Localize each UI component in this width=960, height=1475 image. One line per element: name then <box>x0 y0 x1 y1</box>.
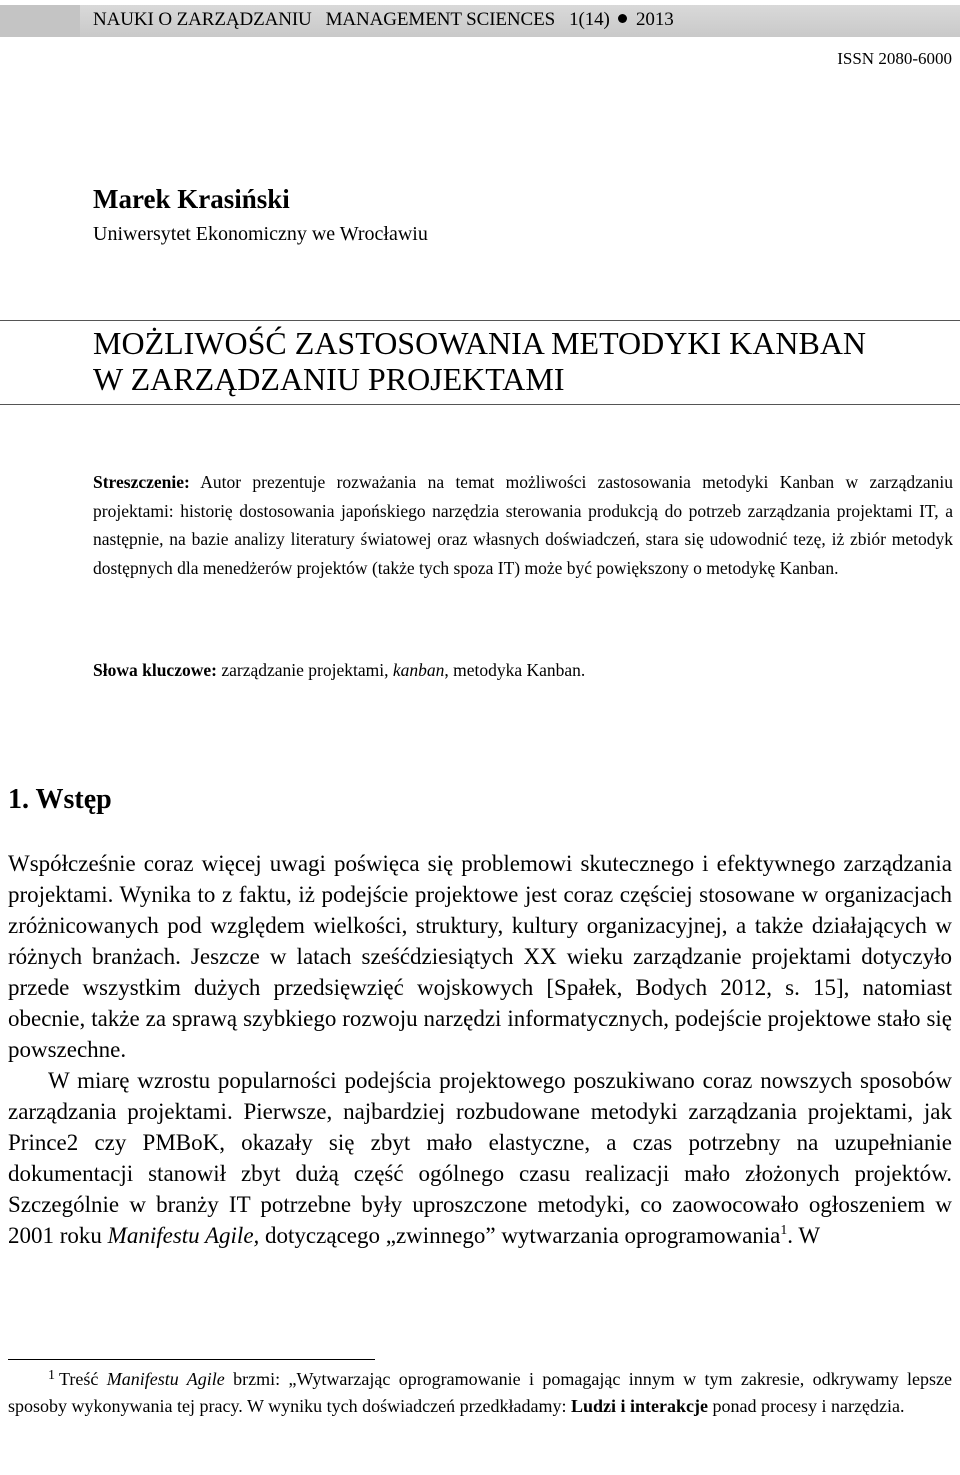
title-line-2: W ZARZĄDZANIU PROJEKTAMI <box>93 361 565 397</box>
keywords-part-2: , metodyka Kanban. <box>444 660 586 680</box>
title-top-rule <box>0 320 960 321</box>
author-affiliation: Uniwersytet Ekonomiczny we Wrocławiu <box>93 223 428 245</box>
keywords-label: Słowa kluczowe: <box>93 660 217 680</box>
keywords-part-1: zarządzanie projektami, <box>221 660 389 680</box>
footnote-c: ponad procesy i narzędzia. <box>712 1396 905 1416</box>
footnote-ref[interactable]: 1 <box>780 1222 788 1237</box>
footnote-italic: Manifestu Agile <box>106 1369 225 1389</box>
journal-issue: 1(14) <box>569 9 610 30</box>
journal-header <box>93 9 674 31</box>
issn: ISSN 2080-6000 <box>837 49 952 68</box>
paragraph-2-b: dotyczącego „zwinnego” wytwarzania oprogramowania <box>265 1223 781 1248</box>
footnote <box>8 1362 952 1420</box>
footnote-a: Treść <box>59 1369 99 1389</box>
title-line-1: MOŻLIWOŚĆ ZASTOSOWANIA METODYKI KANBAN <box>93 325 867 361</box>
footnote-b: brzmi: „Wytwarzając oprogramowanie i pomagając innym w tym zakresie, odkrywamy lepsze sposoby wykonywania tej pracy. W wyniku tych doświadczeń przedkładamy: <box>8 1369 952 1416</box>
title-bottom-rule <box>0 404 960 405</box>
paragraph-2-italic: Manifestu Agile, <box>107 1223 260 1248</box>
paragraph-1: Współcześnie coraz więcej uwagi poświęca się problemowi skutecznego i efektywnego zarządzania projektami. Wynika to z faktu, iż podejście projektowe jest coraz częściej stosowane w organizacjach zróżnicowanych pod względem wielkości, struktury, kultury organizacyjnej, a także działających w różnych branżach. Jeszcze w latach sześćdziesiątych XX wieku zarządzanie projektami dotyczyło przede wszystkim dużych przedsięwzięć wojskowych [Spałek, Bodych 2012, s. 15], natomiast obecnie, także za sprawą szybkiego rozwoju narzędzi informatycznych, podejście projektowe stało się powszechne. <box>8 851 952 1062</box>
author-name: Marek Krasiński <box>93 184 290 214</box>
footnote-bold: Ludzi i interakcje <box>571 1396 709 1416</box>
abstract-label: Streszczenie: <box>93 472 190 492</box>
paragraph-2-c: . W <box>787 1223 821 1248</box>
header-left-block <box>0 5 80 37</box>
paragraph-2 <box>8 1065 952 1251</box>
keywords <box>93 656 953 684</box>
footnote-rule <box>8 1359 375 1360</box>
abstract <box>93 468 953 582</box>
paragraph-2-a: W miarę wzrostu popularności podejścia projektowego poszukiwano coraz nowszych sposobów zarządzania projektami. Pierwsze, najbardziej rozbudowane metodyki zarządzania projektami, jak Prince2 czy PMBoK, okazały się zbyt mało elastyczne, a czas potrzebny na uzupełnianie dokumentacji stanowił zbyt dużą część ogólnego czasu realizacji mało złożonych projektów. Szczególnie w branży IT potrzebne były uproszczone metodyki, co zaowocowało ogłoszeniem w 2001 roku <box>8 1068 952 1248</box>
footnote-mark: 1 <box>48 1368 55 1383</box>
bullet-icon <box>618 14 627 23</box>
journal-name-pl: NAUKI O ZARZĄDZANIU <box>93 9 312 30</box>
section-heading: 1. Wstęp <box>8 784 112 815</box>
footnote-text <box>8 1362 952 1420</box>
keywords-italic: kanban <box>392 660 445 680</box>
paper-title <box>93 325 953 397</box>
journal-name-en: MANAGEMENT SCIENCES <box>325 9 556 30</box>
body-text <box>8 848 952 1251</box>
abstract-text: Autor prezentuje rozważania na temat możliwości zastosowania metodyki Kanban w zarządzaniu projektami: historię dostosowania japońskiego narzędzia sterowania produkcją do potrzeb zarządzania projektami IT, a następnie, na bazie analizy literatury światowej oraz własnych doświadczeń, stara się udowodnić tezę, iż zbiór metodyk dostępnych dla menedżerów projektów (także tych spoza IT) może być powiększony o metodykę Kanban. <box>93 472 953 578</box>
journal-year: 2013 <box>636 9 674 30</box>
